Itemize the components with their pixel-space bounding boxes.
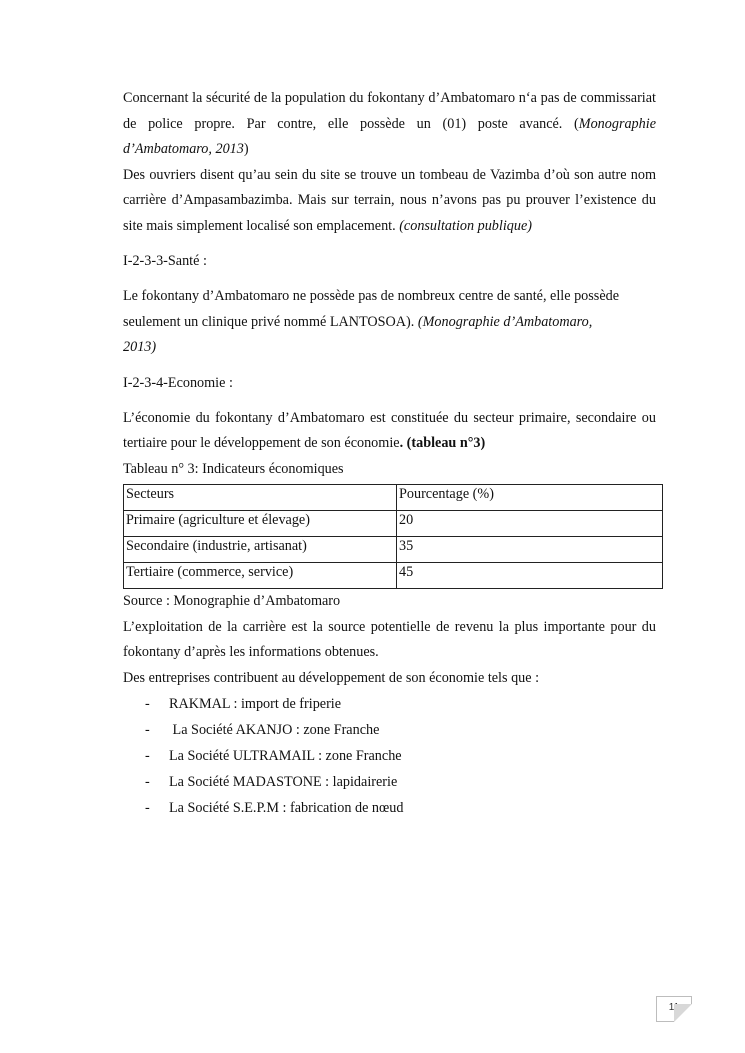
table-reference: . (tableau n°3) xyxy=(399,435,486,451)
page-content xyxy=(123,86,656,821)
citation-consultation: (consultation publique) xyxy=(399,217,532,234)
list-item xyxy=(123,743,656,769)
entreprises-intro: Des entreprises contribuent au développement de son économie tels que : xyxy=(123,669,540,686)
paragraph-securite-text: Concernant la sécurité de la population du fokontany d’Ambatomaro n‘a pas de commissariat de police propre. Par contre, elle possède un (01) poste avancé. ( xyxy=(123,90,656,132)
entreprises-list xyxy=(123,691,656,821)
cell-pourcentage: 45 xyxy=(397,563,663,589)
citation-sante: (Monographie d’Ambatomaro, 2013) xyxy=(123,313,593,355)
paragraph-sante xyxy=(123,284,628,361)
table-caption: Tableau n° 3: Indicateurs économiques xyxy=(123,460,344,477)
table-row xyxy=(124,511,663,537)
heading-sante: I-2-3-3-Santé : xyxy=(123,253,207,269)
list-dash: - xyxy=(145,748,150,764)
paragraph-sante-text: Le fokontany d’Ambatomaro ne possède pas de nombreux centre de santé, elle possède seulement un clinique privé nommé LANTOSOA). xyxy=(123,288,620,330)
page-number: 11 xyxy=(668,1002,680,1013)
list-dash: - xyxy=(145,774,150,790)
list-item-text: La Société AKANJO : zone Franche xyxy=(169,722,380,738)
header-secteurs: Secteurs xyxy=(124,485,397,511)
page-curl-icon xyxy=(674,1004,692,1022)
paragraph-vazimba-text: Des ouvriers disent qu’au sein du site se trouve un tombeau de Vazimba d’où son autre nom carrière d’Ampasambazimba. Mais sur terrain, nous n’avons pas pu prouver l’existence du site mais simplement localisé son emplacement. xyxy=(123,166,656,234)
list-dash: - xyxy=(145,696,150,712)
list-item xyxy=(123,691,656,717)
table-source: Source : Monographie d’Ambatomaro xyxy=(123,593,341,609)
list-dash: - xyxy=(145,800,150,816)
paragraph-economie xyxy=(123,406,656,457)
list-item xyxy=(123,717,656,743)
table-header-row xyxy=(124,485,663,511)
heading-economie: I-2-3-4-Economie : xyxy=(123,374,233,391)
cell-pourcentage: 35 xyxy=(397,537,663,563)
indicators-table xyxy=(123,484,663,589)
paragraph-economie-text: L’économie du fokontany d’Ambatomaro est constituée du secteur primaire, secondaire ou tertiaire pour le développement de son économie xyxy=(123,409,656,451)
paragraph-carriere: L’exploitation de la carrière est la source potentielle de revenu la plus importante pour du fokontany d’après les informations obtenues. xyxy=(123,618,656,660)
closing-paren: ) xyxy=(243,141,249,157)
table-row xyxy=(124,537,663,563)
cell-secteur: Tertiaire (commerce, service) xyxy=(124,563,397,589)
list-item-text: La Société S.E.P.M : fabrication de nœud xyxy=(169,800,404,816)
table-row xyxy=(124,563,663,589)
page-number-box xyxy=(656,996,692,1022)
cell-secteur: Primaire (agriculture et élevage) xyxy=(124,511,397,537)
list-item-text: La Société MADASTONE : lapidairerie xyxy=(169,774,398,790)
paragraph-vazimba xyxy=(123,163,656,240)
list-item-text: RAKMAL : import de friperie xyxy=(169,696,342,712)
header-pourcentage: Pourcentage (%) xyxy=(397,485,663,511)
citation-monographie: Monographie d’Ambatomaro, 2013 xyxy=(123,115,656,157)
list-item xyxy=(123,795,656,821)
list-dash: - xyxy=(145,722,150,738)
list-item-text: La Société ULTRAMAIL : zone Franche xyxy=(169,748,402,764)
list-item xyxy=(123,769,656,795)
cell-pourcentage: 20 xyxy=(397,511,663,537)
cell-secteur: Secondaire (industrie, artisanat) xyxy=(124,537,397,563)
paragraph-securite xyxy=(123,86,656,163)
